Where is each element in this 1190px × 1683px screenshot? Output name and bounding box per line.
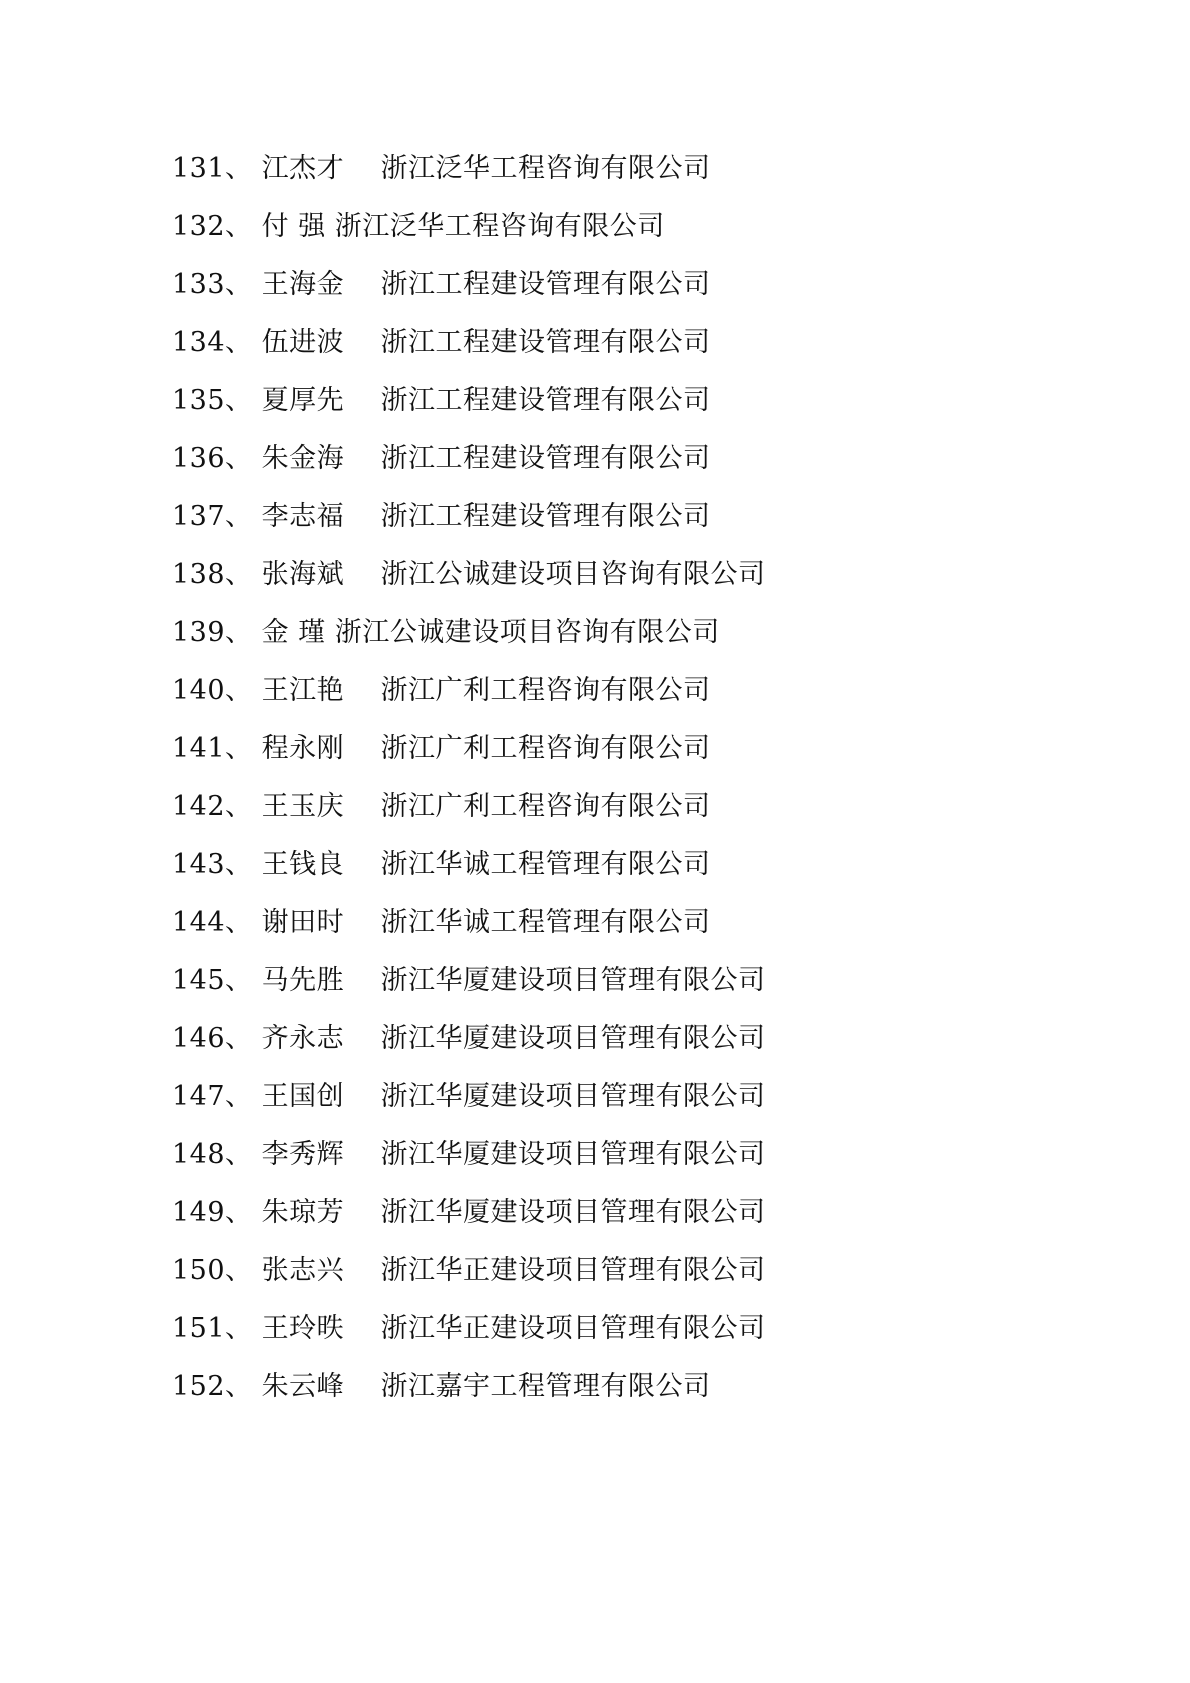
list-item: 142、 王玉庆 浙江广利工程咨询有限公司 bbox=[172, 791, 711, 822]
list-item: 134、 伍进波 浙江工程建设管理有限公司 bbox=[172, 327, 711, 358]
list-item: 141、 程永刚 浙江广利工程咨询有限公司 bbox=[172, 733, 711, 764]
list-item: 138、 张海斌 浙江公诚建设项目咨询有限公司 bbox=[172, 559, 766, 590]
list-item: 132、 付 强 浙江泛华工程咨询有限公司 bbox=[172, 211, 665, 242]
list-item: 135、 夏厚先 浙江工程建设管理有限公司 bbox=[172, 385, 711, 416]
list-item: 139、 金 瑾 浙江公诚建设项目咨询有限公司 bbox=[172, 617, 720, 648]
list-item: 150、 张志兴 浙江华正建设项目管理有限公司 bbox=[172, 1255, 766, 1286]
list-item: 149、 朱琼芳 浙江华厦建设项目管理有限公司 bbox=[172, 1197, 766, 1228]
list-item: 131、 江杰才 浙江泛华工程咨询有限公司 bbox=[172, 153, 711, 184]
list-item: 152、 朱云峰 浙江嘉宇工程管理有限公司 bbox=[172, 1371, 711, 1402]
list-item: 133、 王海金 浙江工程建设管理有限公司 bbox=[172, 269, 711, 300]
list-item: 148、 李秀辉 浙江华厦建设项目管理有限公司 bbox=[172, 1139, 766, 1170]
list-item: 144、 谢田时 浙江华诚工程管理有限公司 bbox=[172, 907, 711, 938]
list-item: 137、 李志福 浙江工程建设管理有限公司 bbox=[172, 501, 711, 532]
list-item: 140、 王江艳 浙江广利工程咨询有限公司 bbox=[172, 675, 711, 706]
list-item: 147、 王国创 浙江华厦建设项目管理有限公司 bbox=[172, 1081, 766, 1112]
list-item: 146、 齐永志 浙江华厦建设项目管理有限公司 bbox=[172, 1023, 766, 1054]
list-item: 136、 朱金海 浙江工程建设管理有限公司 bbox=[172, 443, 711, 474]
list-item: 143、 王钱良 浙江华诚工程管理有限公司 bbox=[172, 849, 711, 880]
list-item: 151、 王玲昳 浙江华正建设项目管理有限公司 bbox=[172, 1313, 766, 1344]
roster-list bbox=[172, 140, 1040, 1416]
list-item: 145、 马先胜 浙江华厦建设项目管理有限公司 bbox=[172, 965, 766, 996]
